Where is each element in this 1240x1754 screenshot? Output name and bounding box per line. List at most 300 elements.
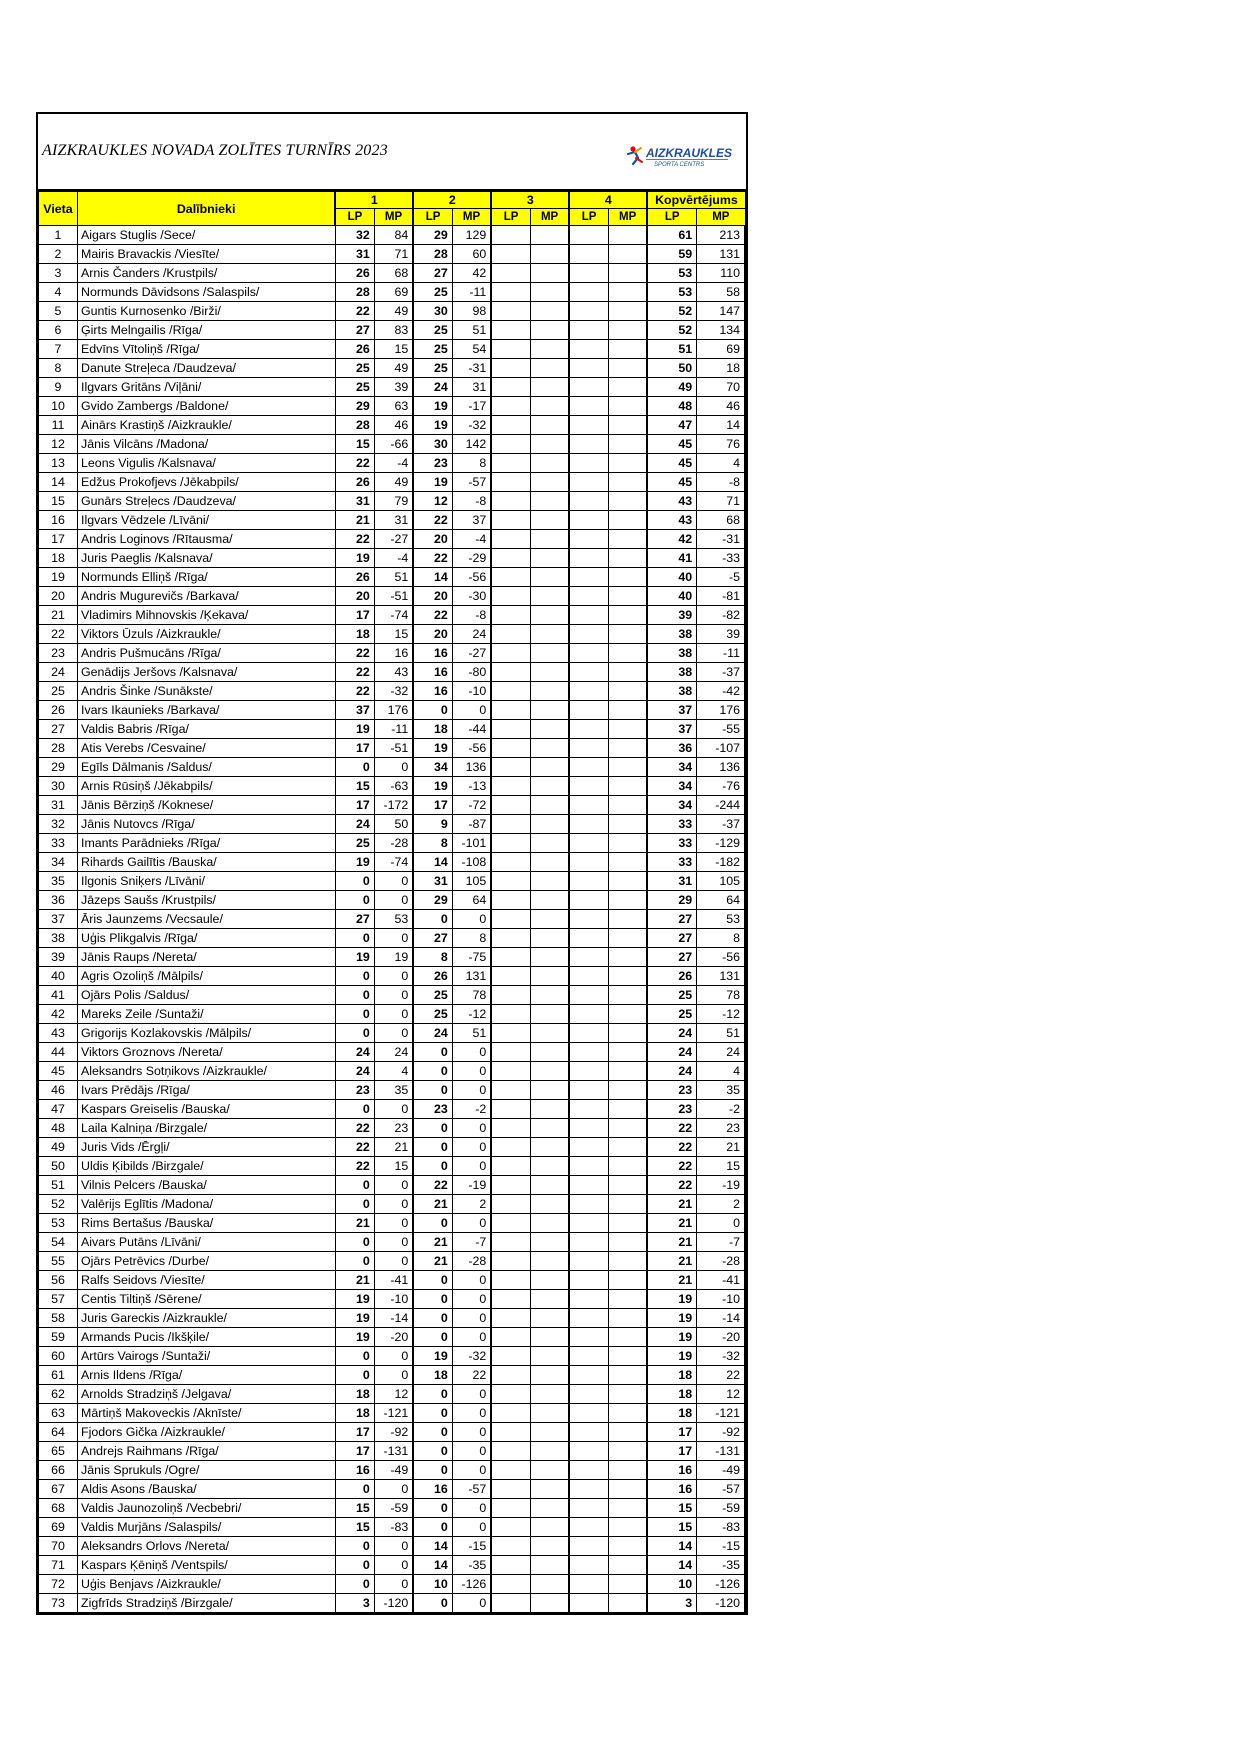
round2-mp: 0 bbox=[452, 1138, 491, 1157]
round4-mp bbox=[608, 834, 647, 853]
table-row bbox=[39, 1062, 746, 1081]
round4-lp bbox=[569, 720, 608, 739]
round1-mp: 39 bbox=[374, 378, 413, 397]
round1-mp: 0 bbox=[374, 1024, 413, 1043]
total-mp: 134 bbox=[697, 321, 745, 340]
round3-mp bbox=[530, 454, 569, 473]
round4-lp bbox=[569, 1252, 608, 1271]
round1-mp: 35 bbox=[374, 1081, 413, 1100]
table-row bbox=[39, 1499, 746, 1518]
total-mp: -56 bbox=[697, 948, 745, 967]
round3-mp bbox=[530, 416, 569, 435]
round2-lp: 0 bbox=[413, 1328, 452, 1347]
round2-mp: 2 bbox=[452, 1195, 491, 1214]
round2-lp: 25 bbox=[413, 340, 452, 359]
round3-lp bbox=[491, 549, 530, 568]
total-lp: 27 bbox=[647, 929, 696, 948]
total-mp: 110 bbox=[697, 264, 745, 283]
round3-mp bbox=[530, 1138, 569, 1157]
round1-lp: 25 bbox=[335, 834, 374, 853]
round3-lp bbox=[491, 1005, 530, 1024]
round4-mp bbox=[608, 701, 647, 720]
place-cell: 34 bbox=[39, 853, 78, 872]
round3-lp bbox=[491, 1594, 530, 1613]
round4-mp bbox=[608, 644, 647, 663]
participant-name: Gunārs Streļecs /Daudzeva/ bbox=[78, 492, 336, 511]
round3-lp bbox=[491, 359, 530, 378]
round2-lp: 18 bbox=[413, 1366, 452, 1385]
participant-name: Mārtiņš Makoveckis /Aknīste/ bbox=[78, 1404, 336, 1423]
table-row bbox=[39, 1138, 746, 1157]
round2-lp: 25 bbox=[413, 1005, 452, 1024]
total-lp: 40 bbox=[647, 587, 696, 606]
place-cell: 23 bbox=[39, 644, 78, 663]
table-row bbox=[39, 1119, 746, 1138]
round3-mp bbox=[530, 625, 569, 644]
round1-mp: 49 bbox=[374, 302, 413, 321]
round2-lp: 30 bbox=[413, 302, 452, 321]
round2-mp: -30 bbox=[452, 587, 491, 606]
round4-lp bbox=[569, 1214, 608, 1233]
total-lp: 24 bbox=[647, 1062, 696, 1081]
round3-lp bbox=[491, 1575, 530, 1594]
round3-lp bbox=[491, 1423, 530, 1442]
round3-mp bbox=[530, 1556, 569, 1575]
round1-mp: 0 bbox=[374, 758, 413, 777]
round4-lp bbox=[569, 302, 608, 321]
round1-lp: 19 bbox=[335, 853, 374, 872]
round1-lp: 0 bbox=[335, 1366, 374, 1385]
round4-mp bbox=[608, 1594, 647, 1613]
round1-lp: 0 bbox=[335, 929, 374, 948]
round3-mp bbox=[530, 1366, 569, 1385]
total-mp: -2 bbox=[697, 1100, 745, 1119]
total-lp: 27 bbox=[647, 910, 696, 929]
place-cell: 19 bbox=[39, 568, 78, 587]
table-row bbox=[39, 511, 746, 530]
round4-lp bbox=[569, 948, 608, 967]
table-row bbox=[39, 1043, 746, 1062]
round3-mp bbox=[530, 1594, 569, 1613]
total-lp: 40 bbox=[647, 568, 696, 587]
total-mp: 147 bbox=[697, 302, 745, 321]
round1-mp: -28 bbox=[374, 834, 413, 853]
round1-lp: 22 bbox=[335, 454, 374, 473]
round4-lp bbox=[569, 853, 608, 872]
place-cell: 60 bbox=[39, 1347, 78, 1366]
total-lp: 21 bbox=[647, 1252, 696, 1271]
participant-name: Ojārs Petrēvics /Durbe/ bbox=[78, 1252, 336, 1271]
round3-lp bbox=[491, 1100, 530, 1119]
round2-mp: -4 bbox=[452, 530, 491, 549]
round3-mp bbox=[530, 1499, 569, 1518]
header-place: Vieta bbox=[39, 192, 78, 226]
round1-mp: -63 bbox=[374, 777, 413, 796]
round3-mp bbox=[530, 1214, 569, 1233]
round3-lp bbox=[491, 910, 530, 929]
table-row bbox=[39, 1176, 746, 1195]
place-cell: 40 bbox=[39, 967, 78, 986]
round4-mp bbox=[608, 1062, 647, 1081]
round3-mp bbox=[530, 606, 569, 625]
round3-lp bbox=[491, 739, 530, 758]
round3-mp bbox=[530, 1290, 569, 1309]
round1-lp: 17 bbox=[335, 606, 374, 625]
round1-mp: 51 bbox=[374, 568, 413, 587]
table-row bbox=[39, 454, 746, 473]
round4-lp bbox=[569, 568, 608, 587]
participant-name: Valdis Murjāns /Salaspils/ bbox=[78, 1518, 336, 1537]
round4-mp bbox=[608, 1499, 647, 1518]
participant-name: Jānis Raups /Nereta/ bbox=[78, 948, 336, 967]
round1-mp: -11 bbox=[374, 720, 413, 739]
total-lp: 45 bbox=[647, 454, 696, 473]
total-lp: 14 bbox=[647, 1537, 696, 1556]
total-mp: 70 bbox=[697, 378, 745, 397]
round4-mp bbox=[608, 245, 647, 264]
participant-name: Uģis Benjavs /Aizkraukle/ bbox=[78, 1575, 336, 1594]
round2-mp: -19 bbox=[452, 1176, 491, 1195]
round2-lp: 14 bbox=[413, 853, 452, 872]
round1-mp: 176 bbox=[374, 701, 413, 720]
round1-mp: 46 bbox=[374, 416, 413, 435]
total-mp: 22 bbox=[697, 1366, 745, 1385]
place-cell: 69 bbox=[39, 1518, 78, 1537]
participant-name: Egīls Dālmanis /Saldus/ bbox=[78, 758, 336, 777]
table-row bbox=[39, 302, 746, 321]
table-row bbox=[39, 1442, 746, 1461]
round2-lp: 22 bbox=[413, 606, 452, 625]
round2-lp: 14 bbox=[413, 1556, 452, 1575]
round3-lp bbox=[491, 1480, 530, 1499]
total-lp: 19 bbox=[647, 1328, 696, 1347]
table-row bbox=[39, 777, 746, 796]
total-mp: -12 bbox=[697, 1005, 745, 1024]
round3-lp bbox=[491, 1233, 530, 1252]
round3-lp bbox=[491, 492, 530, 511]
round3-lp bbox=[491, 815, 530, 834]
participant-name: Edvīns Vītoliņš /Rīga/ bbox=[78, 340, 336, 359]
place-cell: 24 bbox=[39, 663, 78, 682]
round2-mp: -75 bbox=[452, 948, 491, 967]
total-lp: 29 bbox=[647, 891, 696, 910]
round2-mp: -44 bbox=[452, 720, 491, 739]
round2-mp: 54 bbox=[452, 340, 491, 359]
round1-mp: -74 bbox=[374, 606, 413, 625]
place-cell: 41 bbox=[39, 986, 78, 1005]
title-bar bbox=[38, 114, 746, 191]
place-cell: 53 bbox=[39, 1214, 78, 1233]
round4-lp bbox=[569, 606, 608, 625]
place-cell: 52 bbox=[39, 1195, 78, 1214]
total-lp: 25 bbox=[647, 986, 696, 1005]
total-lp: 53 bbox=[647, 283, 696, 302]
round4-lp bbox=[569, 644, 608, 663]
round4-lp bbox=[569, 1575, 608, 1594]
place-cell: 63 bbox=[39, 1404, 78, 1423]
round3-lp bbox=[491, 245, 530, 264]
round4-lp bbox=[569, 625, 608, 644]
round2-mp: -57 bbox=[452, 1480, 491, 1499]
round2-mp: 0 bbox=[452, 1404, 491, 1423]
round3-mp bbox=[530, 359, 569, 378]
round3-lp bbox=[491, 872, 530, 891]
round3-lp bbox=[491, 1043, 530, 1062]
round1-mp: 69 bbox=[374, 283, 413, 302]
total-lp: 47 bbox=[647, 416, 696, 435]
total-mp: -37 bbox=[697, 815, 745, 834]
round2-lp: 0 bbox=[413, 1461, 452, 1480]
round2-lp: 0 bbox=[413, 1309, 452, 1328]
total-lp: 26 bbox=[647, 967, 696, 986]
participant-name: Jānis Sprukuls /Ogre/ bbox=[78, 1461, 336, 1480]
round2-lp: 0 bbox=[413, 1290, 452, 1309]
round2-lp: 0 bbox=[413, 1499, 452, 1518]
total-mp: -182 bbox=[697, 853, 745, 872]
round4-mp bbox=[608, 378, 647, 397]
round2-mp: 42 bbox=[452, 264, 491, 283]
round2-mp: -27 bbox=[452, 644, 491, 663]
round3-mp bbox=[530, 967, 569, 986]
round4-lp bbox=[569, 739, 608, 758]
round1-lp: 19 bbox=[335, 549, 374, 568]
round3-mp bbox=[530, 1271, 569, 1290]
total-mp: 131 bbox=[697, 245, 745, 264]
place-cell: 38 bbox=[39, 929, 78, 948]
round2-mp: -29 bbox=[452, 549, 491, 568]
round3-lp bbox=[491, 1176, 530, 1195]
header-round-2: 2 bbox=[413, 192, 491, 209]
total-lp: 45 bbox=[647, 473, 696, 492]
total-lp: 22 bbox=[647, 1119, 696, 1138]
round4-lp bbox=[569, 1290, 608, 1309]
round3-lp bbox=[491, 1556, 530, 1575]
total-lp: 21 bbox=[647, 1233, 696, 1252]
round2-lp: 9 bbox=[413, 815, 452, 834]
round4-lp bbox=[569, 1081, 608, 1100]
round2-mp: 0 bbox=[452, 1214, 491, 1233]
round2-lp: 18 bbox=[413, 720, 452, 739]
total-mp: 4 bbox=[697, 1062, 745, 1081]
total-mp: -49 bbox=[697, 1461, 745, 1480]
total-mp: -57 bbox=[697, 1480, 745, 1499]
place-cell: 6 bbox=[39, 321, 78, 340]
round4-lp bbox=[569, 1537, 608, 1556]
round4-mp bbox=[608, 1119, 647, 1138]
round4-mp bbox=[608, 1233, 647, 1252]
round4-lp bbox=[569, 777, 608, 796]
round2-lp: 34 bbox=[413, 758, 452, 777]
round2-mp: 78 bbox=[452, 986, 491, 1005]
place-cell: 26 bbox=[39, 701, 78, 720]
place-cell: 64 bbox=[39, 1423, 78, 1442]
round3-mp bbox=[530, 891, 569, 910]
round2-mp: 0 bbox=[452, 1385, 491, 1404]
table-row bbox=[39, 340, 746, 359]
round2-lp: 21 bbox=[413, 1252, 452, 1271]
header-lp: LP bbox=[491, 209, 530, 226]
round3-mp bbox=[530, 1119, 569, 1138]
place-cell: 5 bbox=[39, 302, 78, 321]
round4-mp bbox=[608, 1195, 647, 1214]
round4-lp bbox=[569, 1594, 608, 1613]
total-mp: 68 bbox=[697, 511, 745, 530]
round1-lp: 17 bbox=[335, 739, 374, 758]
table-row bbox=[39, 1157, 746, 1176]
place-cell: 37 bbox=[39, 910, 78, 929]
round4-lp bbox=[569, 587, 608, 606]
round2-mp: 0 bbox=[452, 1518, 491, 1537]
round1-lp: 21 bbox=[335, 1271, 374, 1290]
table-row bbox=[39, 1404, 746, 1423]
round4-lp bbox=[569, 264, 608, 283]
round2-lp: 12 bbox=[413, 492, 452, 511]
round4-lp bbox=[569, 1423, 608, 1442]
table-row bbox=[39, 1461, 746, 1480]
round3-lp bbox=[491, 701, 530, 720]
round1-mp: -59 bbox=[374, 1499, 413, 1518]
place-cell: 57 bbox=[39, 1290, 78, 1309]
round3-lp bbox=[491, 1404, 530, 1423]
round4-mp bbox=[608, 853, 647, 872]
round3-mp bbox=[530, 739, 569, 758]
total-mp: 213 bbox=[697, 226, 745, 245]
round4-mp bbox=[608, 511, 647, 530]
round2-lp: 0 bbox=[413, 1271, 452, 1290]
place-cell: 48 bbox=[39, 1119, 78, 1138]
round1-lp: 0 bbox=[335, 967, 374, 986]
round2-mp: 0 bbox=[452, 1081, 491, 1100]
total-mp: -11 bbox=[697, 644, 745, 663]
round4-mp bbox=[608, 1214, 647, 1233]
round4-mp bbox=[608, 568, 647, 587]
round1-lp: 19 bbox=[335, 720, 374, 739]
total-mp: -15 bbox=[697, 1537, 745, 1556]
round2-lp: 19 bbox=[413, 416, 452, 435]
total-lp: 18 bbox=[647, 1385, 696, 1404]
table-row bbox=[39, 720, 746, 739]
round4-lp bbox=[569, 1195, 608, 1214]
round4-mp bbox=[608, 1309, 647, 1328]
participant-name: Imants Parādnieks /Rīga/ bbox=[78, 834, 336, 853]
round1-mp: 15 bbox=[374, 340, 413, 359]
participant-name: Danute Streļeca /Daudzeva/ bbox=[78, 359, 336, 378]
total-mp: -92 bbox=[697, 1423, 745, 1442]
participant-name: Uldis Ķibilds /Birzgale/ bbox=[78, 1157, 336, 1176]
round3-lp bbox=[491, 511, 530, 530]
round4-lp bbox=[569, 226, 608, 245]
participant-name: Arnis Rūsiņš /Jēkabpils/ bbox=[78, 777, 336, 796]
round2-lp: 20 bbox=[413, 625, 452, 644]
round1-lp: 22 bbox=[335, 302, 374, 321]
round3-mp bbox=[530, 587, 569, 606]
participant-name: Laila Kalniņa /Birzgale/ bbox=[78, 1119, 336, 1138]
round2-mp: 0 bbox=[452, 1423, 491, 1442]
round1-mp: -4 bbox=[374, 549, 413, 568]
round2-lp: 16 bbox=[413, 1480, 452, 1499]
round2-mp: 0 bbox=[452, 1119, 491, 1138]
table-row bbox=[39, 226, 746, 245]
round3-lp bbox=[491, 340, 530, 359]
round3-lp bbox=[491, 1442, 530, 1461]
round1-mp: -4 bbox=[374, 454, 413, 473]
total-mp: -35 bbox=[697, 1556, 745, 1575]
place-cell: 28 bbox=[39, 739, 78, 758]
round4-mp bbox=[608, 1404, 647, 1423]
table-row bbox=[39, 549, 746, 568]
round2-mp: 22 bbox=[452, 1366, 491, 1385]
round1-lp: 31 bbox=[335, 492, 374, 511]
total-mp: 2 bbox=[697, 1195, 745, 1214]
round3-mp bbox=[530, 1328, 569, 1347]
round3-mp bbox=[530, 1404, 569, 1423]
round4-mp bbox=[608, 359, 647, 378]
round1-mp: 0 bbox=[374, 1537, 413, 1556]
place-cell: 29 bbox=[39, 758, 78, 777]
round2-lp: 0 bbox=[413, 1043, 452, 1062]
round1-lp: 26 bbox=[335, 568, 374, 587]
round3-mp bbox=[530, 1385, 569, 1404]
total-lp: 50 bbox=[647, 359, 696, 378]
participant-name: Valdis Jaunozoliņš /Vecbebri/ bbox=[78, 1499, 336, 1518]
total-mp: -59 bbox=[697, 1499, 745, 1518]
round4-mp bbox=[608, 226, 647, 245]
total-lp: 3 bbox=[647, 1594, 696, 1613]
table-row bbox=[39, 891, 746, 910]
round4-lp bbox=[569, 1176, 608, 1195]
round3-mp bbox=[530, 720, 569, 739]
round3-mp bbox=[530, 1442, 569, 1461]
round4-mp bbox=[608, 416, 647, 435]
header-row-top bbox=[39, 192, 746, 209]
total-mp: 12 bbox=[697, 1385, 745, 1404]
table-row bbox=[39, 359, 746, 378]
participant-name: Mairis Bravackis /Viesīte/ bbox=[78, 245, 336, 264]
participant-name: Juris Paeglis /Kalsnava/ bbox=[78, 549, 336, 568]
round1-mp: 12 bbox=[374, 1385, 413, 1404]
round2-lp: 25 bbox=[413, 359, 452, 378]
round1-mp: 0 bbox=[374, 1005, 413, 1024]
total-mp: 35 bbox=[697, 1081, 745, 1100]
participant-name: Genādijs Jeršovs /Kalsnava/ bbox=[78, 663, 336, 682]
round4-lp bbox=[569, 1518, 608, 1537]
round2-lp: 30 bbox=[413, 435, 452, 454]
place-cell: 59 bbox=[39, 1328, 78, 1347]
round1-lp: 37 bbox=[335, 701, 374, 720]
round4-mp bbox=[608, 815, 647, 834]
total-mp: -82 bbox=[697, 606, 745, 625]
round2-lp: 0 bbox=[413, 1385, 452, 1404]
table-row bbox=[39, 1290, 746, 1309]
round1-mp: 0 bbox=[374, 1214, 413, 1233]
round4-mp bbox=[608, 758, 647, 777]
round2-mp: 0 bbox=[452, 910, 491, 929]
total-lp: 19 bbox=[647, 1347, 696, 1366]
round3-lp bbox=[491, 1499, 530, 1518]
round4-mp bbox=[608, 1575, 647, 1594]
round3-lp bbox=[491, 625, 530, 644]
place-cell: 58 bbox=[39, 1309, 78, 1328]
round1-mp: 15 bbox=[374, 1157, 413, 1176]
round2-mp: -7 bbox=[452, 1233, 491, 1252]
round2-lp: 0 bbox=[413, 1594, 452, 1613]
total-mp: -83 bbox=[697, 1518, 745, 1537]
total-mp: 46 bbox=[697, 397, 745, 416]
round1-mp: 0 bbox=[374, 1100, 413, 1119]
round4-mp bbox=[608, 473, 647, 492]
round4-mp bbox=[608, 1024, 647, 1043]
round2-mp: 24 bbox=[452, 625, 491, 644]
